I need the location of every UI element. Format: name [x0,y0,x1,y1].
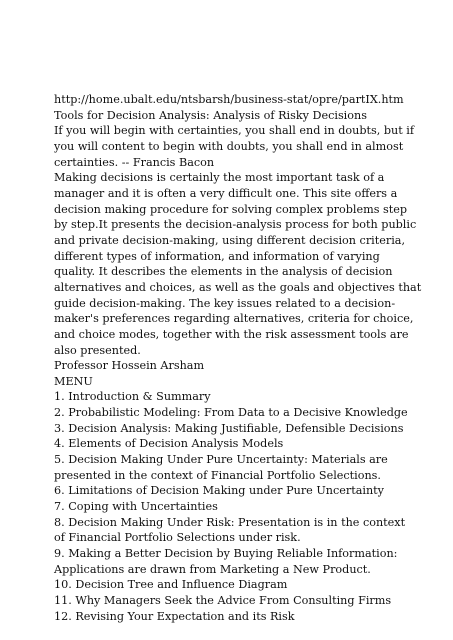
menu-item: 3. Decision Analysis: Making Justifiable, Defensible Decisions [54,421,404,435]
quote-attribution-line: certainties. -- Francis Bacon [54,155,215,169]
menu-item: 8. Decision Making Under Risk: Presentation is in the context [54,515,406,529]
intro-paragraph-line: different types of information, and information of varying [54,249,380,263]
intro-paragraph-line: and private decision-making, using different decision criteria, [54,233,406,247]
intro-paragraph-line: manager and it is often a very difficult one. This site offers a [54,186,398,200]
menu-item: 6. Limitations of Decision Making under Pure Uncertainty [54,484,384,498]
menu-item: 2. Probabilistic Modeling: From Data to a Decisive Knowledge [54,406,408,420]
menu-item-continuation: of Financial Portfolio Selections under risk. [54,531,301,545]
intro-paragraph-line: and choice modes, together with the risk assessment tools are [54,327,409,341]
intro-paragraph-line: by step.It presents the decision-analysis process for both public [54,218,417,232]
menu-item: 4. Elements of Decision Analysis Models [54,437,284,451]
menu-item: 12. Revising Your Expectation and its Risk [54,609,295,623]
author-line: Professor Hossein Arsham [54,359,205,373]
menu-item-continuation: presented in the context of Financial Portfolio Selections. [54,468,381,482]
source-url-line: http://home.ubalt.edu/ntsbarsh/business-stat/opre/partIX.htm [54,93,404,106]
menu-item: 9. Making a Better Decision by Buying Reliable Information: [54,547,398,561]
intro-paragraph-line: alternatives and choices, as well as the goals and objectives that [54,280,422,294]
document-text [54,92,450,624]
quote-line: you will content to begin with doubts, you shall end in almost [54,139,404,153]
intro-paragraph-line: Making decisions is certainly the most important task of a [54,171,385,185]
intro-paragraph-line: decision making procedure for solving complex problems step [54,202,408,216]
quote-line: If you will begin with certainties, you shall end in doubts, but if [54,124,415,138]
menu-item: 5. Decision Making Under Pure Uncertainty: Materials are [54,453,388,467]
menu-item-continuation: Applications are drawn from Marketing a New Product. [54,562,371,576]
intro-paragraph-line: guide decision-making. The key issues related to a decision- [54,296,396,310]
menu-item: 7. Coping with Uncertainties [54,500,218,514]
document-title: Tools for Decision Analysis: Analysis of Risky Decisions [54,108,367,122]
menu-item: 10. Decision Tree and Influence Diagram [54,578,288,592]
intro-paragraph-line: maker's preferences regarding alternatives, criteria for choice, [54,312,414,326]
menu-heading: MENU [54,374,93,388]
menu-item: 1. Introduction & Summary [54,390,211,404]
intro-paragraph-line: quality. It describes the elements in the analysis of decision [54,265,393,279]
menu-item: 11. Why Managers Seek the Advice From Consulting Firms [54,594,392,607]
intro-paragraph-line: also presented. [54,343,141,357]
